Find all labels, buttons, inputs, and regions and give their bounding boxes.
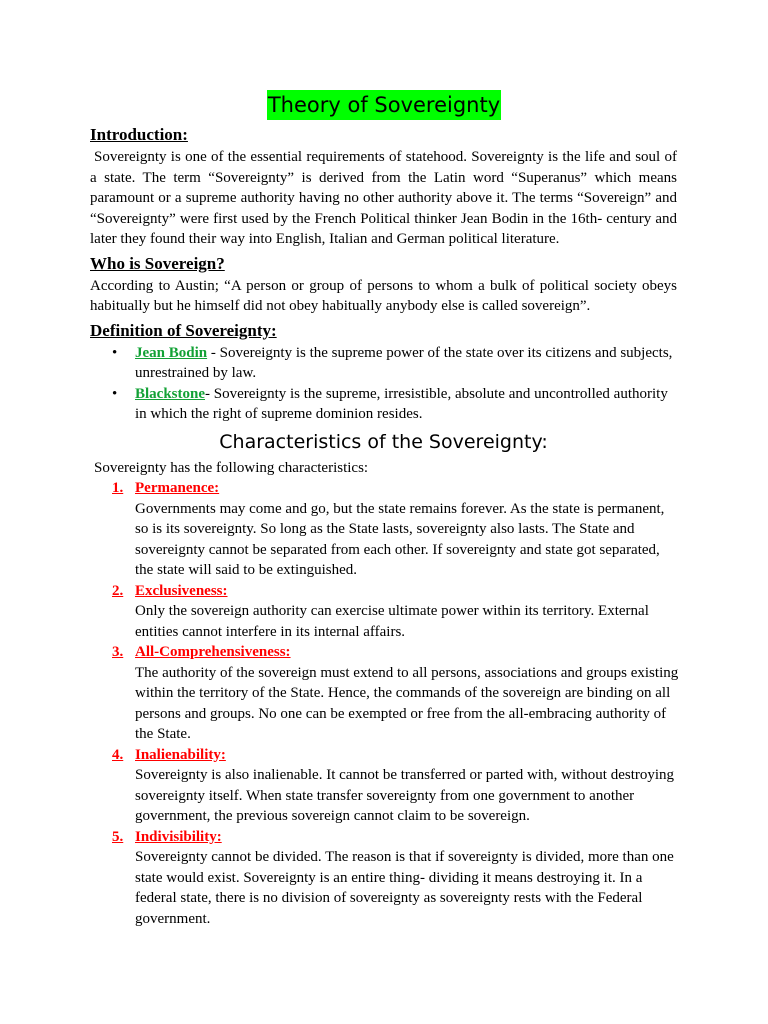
characteristic-text: Sovereignty cannot be divided. The reason is that if sovereignty is divided, more than one state would exist. Sovereignty is an entire thing- dividing it means destroying it. In a federal state, there is no division of sovereignty as sovereignty rests with the Federal government. [135, 849, 674, 927]
characteristic-number: 1. [112, 480, 124, 496]
who-text: According to Austin; “A person or group of persons to whom a bulk of political society obeys habitually but he himself did not obey habitually anybody else is called sovereign”. [90, 277, 677, 314]
definition-heading: Definition of Sovereignty: [90, 320, 277, 340]
characteristic-text: Sovereignty is also inalienable. It cannot be transferred or parted with, without destroying sovereignty itself. When state transfer sovereignty from one government to another government, the previous sovereign cannot claim to be sovereign. [135, 767, 675, 824]
document-body [90, 123, 677, 929]
characteristic-number: 5. [112, 828, 124, 845]
characteristic-text: Only the sovereign authority can exercise ultimate power within its territory. External entities cannot interfere in its internal affairs. [135, 603, 649, 640]
introduction-heading: Introduction: [90, 125, 188, 144]
characteristic-number: 4. [112, 746, 124, 763]
definition-item [90, 384, 677, 425]
introduction-text: Sovereignty is one of the essential requirements of statehood. Sovereignty is the life and soul of a state. The term “Sovereignty” is derived from the Latin word “Superanus” which means paramount or a supreme authority having no other authority above it. The terms “Sovereign” and “Sovereignty” were first used by the French Political thinker Jean Bodin in the 16th- century and later they found their way into English, Italian and German political literature. [90, 149, 677, 247]
characteristics-intro: Sovereignty has the following characteristics: [94, 459, 369, 476]
characteristic-number: 2. [112, 582, 124, 599]
characteristics-list [90, 478, 677, 929]
characteristic-item [90, 478, 677, 581]
bullet-icon: • [112, 344, 118, 361]
definition-text: - Sovereignty is the supreme power of the state over its citizens and subjects, unrestrained by law. [135, 344, 673, 381]
characteristic-item [90, 642, 677, 745]
characteristics-heading: Characteristics of the Sovereignty: [219, 430, 548, 453]
characteristic-text: The authority of the sovereign must extend to all persons, associations and groups existing within the territory of the State. Hence, the commands of the sovereign are binding on all persons and groups. No one can be exempted or free from the all-embracing authority of the State. [135, 664, 679, 742]
characteristic-name: All-Comprehensiveness: [135, 644, 291, 660]
definition-text: - Sovereignty is the supreme, irresistible, absolute and uncontrolled authority in which the right of supreme dominion resides. [135, 385, 668, 422]
bullet-icon: • [112, 385, 118, 402]
who-heading: Who is Sovereign? [90, 253, 225, 273]
definition-name-link[interactable]: Jean Bodin [135, 344, 208, 361]
characteristic-item [90, 745, 677, 827]
characteristic-name: Inalienability: [135, 746, 226, 763]
characteristic-text: Governments may come and go, but the state remains forever. As the state is permanent, so is its sovereignty. So long as the State lasts, sovereignty also lasts. The State and sovereignty cannot be separated from each other. If sovereignty and state got separated, the state will said to be extinguished. [135, 500, 665, 578]
characteristic-number: 3. [112, 644, 124, 660]
characteristic-name: Exclusiveness: [135, 582, 228, 599]
title-wrap [0, 90, 768, 120]
characteristic-name: Permanence: [135, 480, 220, 496]
document-title: Theory of Sovereignty [267, 90, 501, 120]
definition-item [90, 343, 677, 384]
characteristic-item [90, 581, 677, 643]
definition-list [90, 343, 677, 425]
definition-name-link[interactable]: Blackstone [135, 385, 206, 402]
characteristic-item [90, 827, 677, 930]
characteristic-name: Indivisibility: [135, 828, 222, 845]
